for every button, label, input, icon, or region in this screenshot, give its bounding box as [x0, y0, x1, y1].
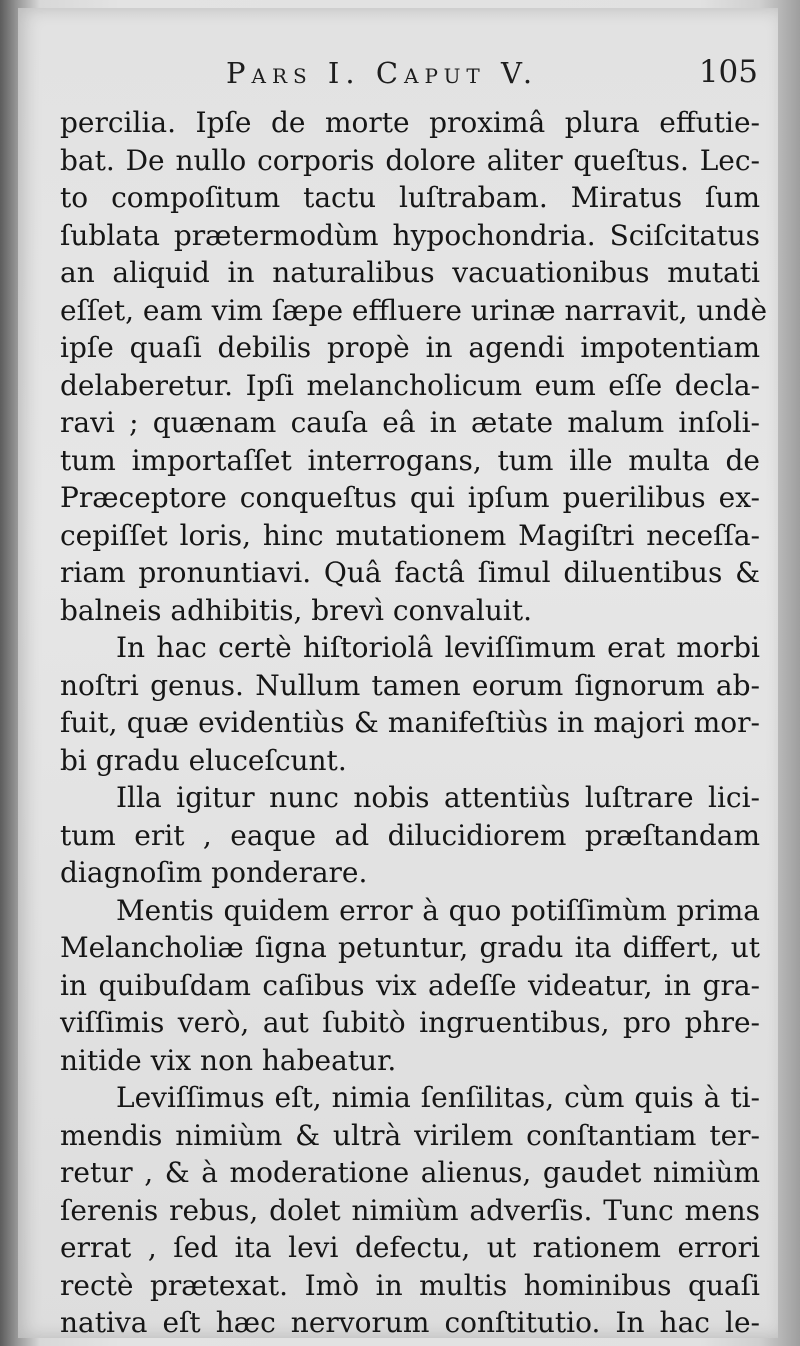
text-line: bat. De nullo corporis dolore aliter queſtus. Lec-: [60, 143, 760, 177]
running-head-title: Pars I. Caput V.: [226, 56, 539, 90]
text-line: ipſe quaſi debilis propè in agendi impotentiam: [60, 331, 760, 364]
text-line: Illa igitur nunc nobis attentiùs luſtrare lici-: [116, 781, 760, 814]
text-line: Leviſſimus eſt, nimia ſenſilitas, cùm quis à ti-: [116, 1081, 760, 1114]
text-line: in quibuſdam caſibus vix adeſſe videatur, in gra-: [60, 968, 760, 1002]
text-line: eſſet, eam vim ſæpe effluere urinæ narravit, undè: [60, 293, 768, 327]
text-line: tum importaſſet interrogans, tum ille multa de: [60, 443, 760, 477]
text-line: retur , & à moderatione alienus, gaudet nimiùm: [60, 1156, 760, 1189]
text-line: an aliquid in naturalibus vacuationibus mutati: [60, 256, 760, 289]
text-line: Mentis quidem error à quo potiſſimùm prima: [116, 893, 760, 927]
body-text: [60, 104, 768, 1342]
text-line: balneis adhibitis, brevì convaluit.: [60, 593, 532, 627]
text-line: nitide vix non habeatur.: [60, 1043, 397, 1077]
text-line: riam pronuntiavi. Quâ factâ ſimul diluentibus &: [60, 556, 760, 589]
text-line: percilia. Ipſe de morte proximâ plura effutie-: [60, 106, 760, 139]
book-page: [18, 8, 778, 1338]
text-line: ſublata prætermodùm hypochondria. Sciſcitatus: [60, 218, 760, 252]
text-line: errat , ſed ita levi defectu, ut rationem errori: [60, 1231, 760, 1264]
text-line: mendis nimiùm & ultrà virilem conſtantiam ter-: [60, 1118, 760, 1152]
text-line: rectè prætexat. Imò in multis hominibus quaſi: [60, 1268, 760, 1302]
text-line: delaberetur. Ipſi melancholicum eum eſſe decla-: [60, 368, 760, 402]
text-line: noſtri genus. Nullum tamen eorum ſignorum ab-: [60, 668, 760, 702]
text-line: viſſimis verò, aut ſubitò ingruentibus, pro phre-: [60, 1006, 760, 1039]
text-line: diagnoſim ponderare.: [60, 856, 368, 889]
text-line: to compoſitum tactu luſtrabam. Miratus ſum: [60, 181, 760, 214]
text-line: nativa eſt hæc nervorum conſtitutio. In hac le-: [60, 1306, 760, 1339]
text-line: tum erit , eaque ad dilucidiorem præſtandam: [60, 818, 760, 852]
text-line: Melancholiæ ſigna petuntur, gradu ita differt, ut: [60, 931, 760, 964]
text-line: cepiſſet loris, hinc mutationem Magiſtri neceſſa-: [60, 518, 760, 552]
text-line: Præceptore conqueſtus qui ipſum puerilibus ex-: [60, 481, 760, 514]
text-line: In hac certè hiſtoriolâ leviſſimum erat morbi: [116, 631, 760, 664]
text-line: bi gradu eluceſcunt.: [60, 743, 347, 777]
text-line: fuit, quæ evidentiùs & manifeſtiùs in majori mor-: [60, 706, 760, 739]
text-line: ravi ; quænam cauſa eâ in ætate malum inſoli-: [60, 406, 760, 439]
page-number: 105: [698, 54, 758, 90]
running-head: [218, 50, 758, 98]
text-line: ſerenis rebus, dolet nimiùm adverſis. Tunc mens: [60, 1193, 760, 1227]
